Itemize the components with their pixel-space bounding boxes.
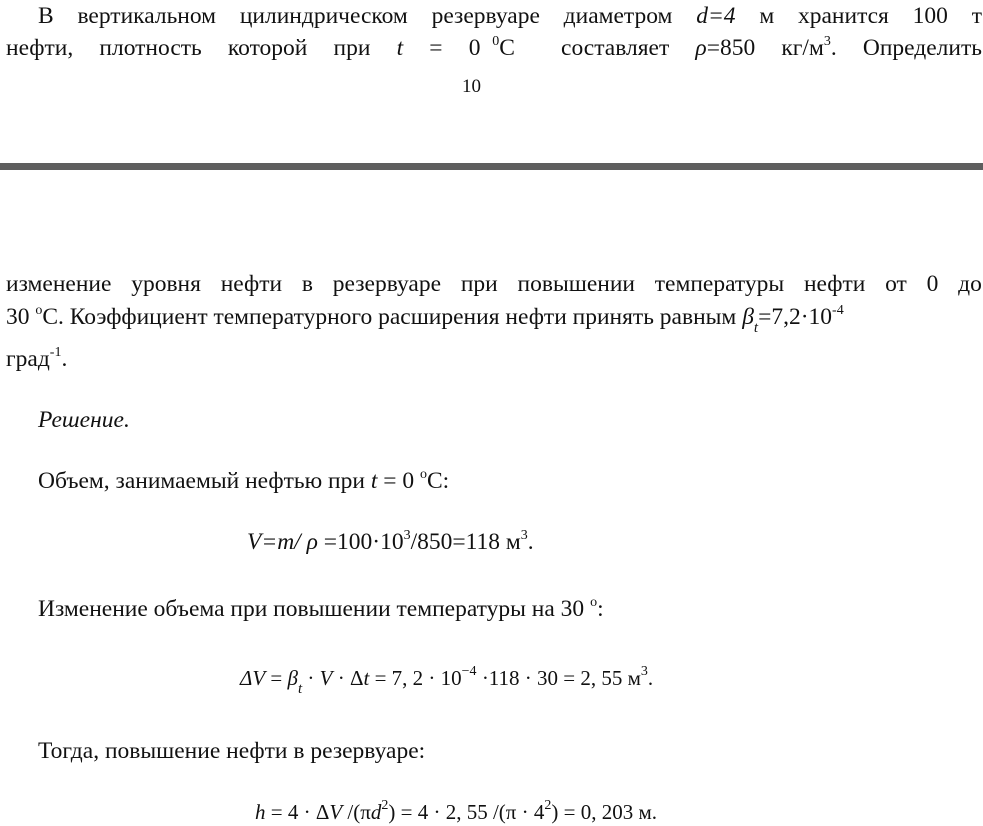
text-level-rise: Тогда, повышение нефти в резервуаре: — [38, 738, 426, 764]
formula-level-rise: h = 4 · ΔV $/(\pi d^2) = 4 \cdot 2$, 55 $/(\pi \cdot 4^2) = 0$, 203 м. — [255, 798, 658, 824]
solution-heading: Решение. — [38, 407, 130, 433]
para1-line-1: изменение уровня нефти в резервуаре при повышении температуры нефти от 0 до — [6, 271, 982, 297]
top-line-2: нефти, плотность которой при t = 0 $^0$C составляет ρ=850 $кг/м^3$. Определить — [6, 34, 982, 61]
text-volume: Объем, занимаемый нефтью при t = 0 $^o$C: — [38, 467, 450, 494]
para1-line-2: 30 $^o$C. Коэффициент температурного расширения нефти принять равным $\beta_t=7,2\cdot 10^{-4}$ — [6, 303, 844, 336]
formula-volume: V=m/ $\rho =100\cdot 10^3/850=118$ $м^3$. — [247, 528, 534, 555]
page-separator — [0, 163, 983, 170]
formula-volume-change: $\Delta V = \beta_t \cdot V \cdot \Delta t = 7$, $2 \cdot 10^{-4} \cdot 118 \cdot 30 = 2$, 55 $м^3$. — [240, 664, 654, 697]
page-number: 10 — [462, 76, 481, 97]
text-volume-change: Изменение объема при повышении температуры на 30 $^o$: — [38, 595, 604, 622]
para1-line-3: град$^{-1}$. — [6, 345, 68, 372]
top-line-1: В вертикальном цилиндрическом резервуаре диаметром d=4 м хранится 100 т — [38, 3, 982, 29]
